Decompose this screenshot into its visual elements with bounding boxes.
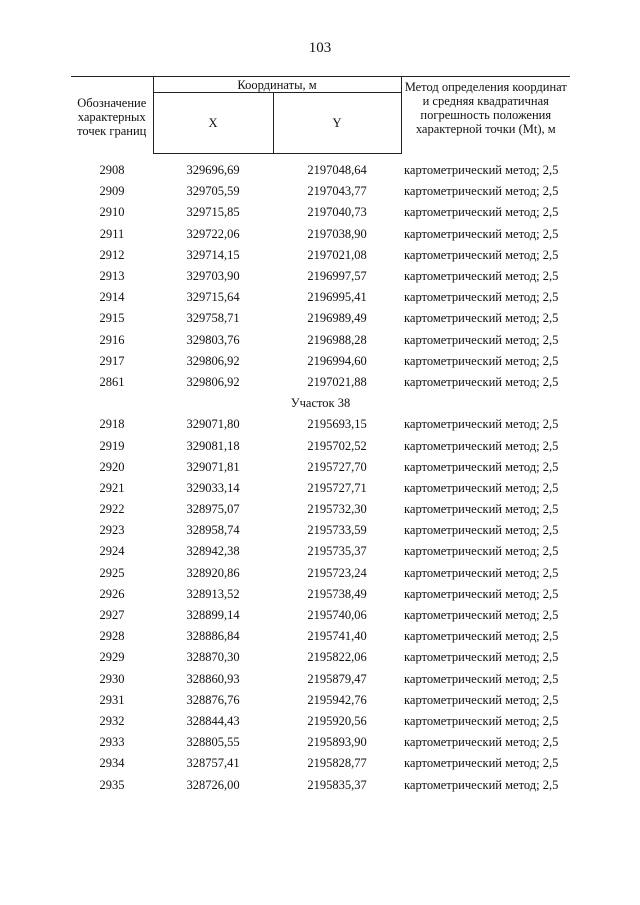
y-coordinate: 2196988,28 (307, 332, 367, 347)
x-coordinate: 328726,00 (186, 777, 240, 792)
table-row (71, 308, 570, 329)
point-id: 2914 (99, 290, 125, 305)
point-id: 2920 (99, 459, 125, 474)
table-row (71, 584, 570, 605)
table-row (71, 224, 570, 245)
table-row (71, 774, 570, 795)
method: картометрический метод; 2,5 (404, 671, 559, 686)
method: картометрический метод; 2,5 (404, 544, 559, 559)
y-coordinate: 2195693,15 (307, 417, 367, 432)
y-coordinate: 2195702,52 (307, 438, 367, 453)
table-row (71, 647, 570, 668)
method: картометрический метод; 2,5 (404, 735, 559, 750)
x-coordinate: 328844,43 (186, 713, 240, 728)
table-row (71, 520, 570, 541)
x-coordinate: 329081,18 (186, 438, 240, 453)
method: картометрический метод; 2,5 (404, 417, 559, 432)
x-coordinate: 329722,06 (186, 226, 240, 241)
y-coordinate: 2195822,06 (307, 650, 367, 665)
header-y: Y (273, 93, 401, 154)
x-coordinate: 328805,55 (186, 735, 240, 750)
point-id: 2924 (99, 544, 125, 559)
method: картометрический метод; 2,5 (404, 184, 559, 199)
point-id: 2931 (99, 692, 125, 707)
x-coordinate: 328860,93 (186, 671, 240, 686)
method: картометрический метод; 2,5 (404, 205, 559, 220)
y-coordinate: 2197021,08 (307, 247, 367, 262)
method: картометрический метод; 2,5 (404, 459, 559, 474)
x-coordinate: 329071,81 (186, 459, 240, 474)
header-coordinates: Координаты, м (153, 77, 401, 93)
point-id: 2915 (99, 311, 125, 326)
point-id: 2916 (99, 332, 125, 347)
y-coordinate: 2195727,71 (307, 480, 367, 495)
table-row (71, 626, 570, 647)
x-coordinate: 328876,76 (186, 692, 240, 707)
table-row (71, 351, 570, 372)
y-coordinate: 2195738,49 (307, 586, 367, 601)
y-coordinate: 2196995,41 (307, 290, 367, 305)
x-coordinate: 329715,85 (186, 205, 240, 220)
method: картометрический метод; 2,5 (404, 226, 559, 241)
table-header (71, 77, 570, 154)
method: картометрический метод; 2,5 (404, 502, 559, 517)
table-row (71, 202, 570, 223)
table-row (71, 499, 570, 520)
point-id: 2921 (99, 480, 125, 495)
y-coordinate: 2197043,77 (307, 184, 367, 199)
point-id: 2912 (99, 247, 125, 262)
y-coordinate: 2195741,40 (307, 629, 367, 644)
point-id: 2923 (99, 523, 125, 538)
point-id: 2910 (99, 205, 125, 220)
point-id: 2918 (99, 417, 125, 432)
point-id: 2930 (99, 671, 125, 686)
point-id: 2932 (99, 713, 125, 728)
x-coordinate: 329071,80 (186, 417, 240, 432)
point-id: 2934 (99, 756, 125, 771)
method: картометрический метод; 2,5 (404, 247, 559, 262)
point-id: 2928 (99, 629, 125, 644)
point-id: 2925 (99, 565, 125, 580)
x-coordinate: 328913,52 (186, 586, 240, 601)
y-coordinate: 2196997,57 (307, 269, 367, 284)
point-id: 2909 (99, 184, 125, 199)
header-designation: Обозначение характерных точек границ (71, 77, 153, 154)
point-id: 2861 (99, 374, 125, 389)
header-x: X (153, 93, 273, 154)
x-coordinate: 329703,90 (186, 269, 240, 284)
table-row (71, 753, 570, 774)
x-coordinate: 329696,69 (186, 163, 240, 178)
method: картометрический метод; 2,5 (404, 438, 559, 453)
x-coordinate: 328958,74 (186, 523, 240, 538)
method: картометрический метод; 2,5 (404, 608, 559, 623)
method: картометрический метод; 2,5 (404, 332, 559, 347)
point-id: 2927 (99, 608, 125, 623)
x-coordinate: 329714,15 (186, 247, 240, 262)
table-row (71, 605, 570, 626)
method: картометрический метод; 2,5 (404, 629, 559, 644)
table-row (71, 160, 570, 181)
y-coordinate: 2195920,56 (307, 713, 367, 728)
method: картометрический метод; 2,5 (404, 713, 559, 728)
point-id: 2908 (99, 163, 125, 178)
point-id: 2929 (99, 650, 125, 665)
method: картометрический метод; 2,5 (404, 269, 559, 284)
method: картометрический метод; 2,5 (404, 480, 559, 495)
x-coordinate: 328942,38 (186, 544, 240, 559)
x-coordinate: 328920,86 (186, 565, 240, 580)
method: картометрический метод; 2,5 (404, 374, 559, 389)
header-method: Метод определения координат и средняя квадратичная погрешность положения характерной точки (Мt), м (401, 77, 570, 154)
method: картометрический метод; 2,5 (404, 311, 559, 326)
table-row (71, 435, 570, 456)
table-body (71, 154, 570, 796)
table-row (71, 245, 570, 266)
y-coordinate: 2195740,06 (307, 608, 367, 623)
y-coordinate: 2197048,64 (307, 163, 367, 178)
method: картометрический метод; 2,5 (404, 650, 559, 665)
x-coordinate: 329715,64 (186, 290, 240, 305)
table-row (71, 669, 570, 690)
y-coordinate: 2195732,30 (307, 502, 367, 517)
point-id: 2935 (99, 777, 125, 792)
point-id: 2919 (99, 438, 125, 453)
point-id: 2933 (99, 735, 125, 750)
y-coordinate: 2195879,47 (307, 671, 367, 686)
section-row (71, 393, 570, 414)
y-coordinate: 2195828,77 (307, 756, 367, 771)
method: картометрический метод; 2,5 (404, 565, 559, 580)
table-row (71, 732, 570, 753)
table-row (71, 414, 570, 435)
table-row (71, 563, 570, 584)
point-id: 2911 (99, 226, 125, 241)
table-row (71, 711, 570, 732)
x-coordinate: 329803,76 (186, 332, 240, 347)
y-coordinate: 2196989,49 (307, 311, 367, 326)
x-coordinate: 329806,92 (186, 374, 240, 389)
point-id: 2922 (99, 502, 125, 517)
x-coordinate: 328757,41 (186, 756, 240, 771)
table-row (71, 372, 570, 393)
section-title: Участок 38 (290, 396, 351, 411)
point-id: 2926 (99, 586, 125, 601)
x-coordinate: 328870,30 (186, 650, 240, 665)
x-coordinate: 329758,71 (186, 311, 240, 326)
point-id: 2917 (99, 353, 125, 368)
method: картометрический метод; 2,5 (404, 353, 559, 368)
table-row (71, 266, 570, 287)
x-coordinate: 329033,14 (186, 480, 240, 495)
x-coordinate: 328886,84 (186, 629, 240, 644)
coordinates-table (71, 76, 570, 796)
y-coordinate: 2197021,88 (307, 374, 367, 389)
method: картометрический метод; 2,5 (404, 586, 559, 601)
y-coordinate: 2195835,37 (307, 777, 367, 792)
table-row (71, 457, 570, 478)
y-coordinate: 2196994,60 (307, 353, 367, 368)
y-coordinate: 2195942,76 (307, 692, 367, 707)
method: картометрический метод; 2,5 (404, 692, 559, 707)
method: картометрический метод; 2,5 (404, 777, 559, 792)
method: картометрический метод; 2,5 (404, 756, 559, 771)
method: картометрический метод; 2,5 (404, 290, 559, 305)
y-coordinate: 2195723,24 (307, 565, 367, 580)
x-coordinate: 328975,07 (186, 502, 240, 517)
table-row (71, 478, 570, 499)
y-coordinate: 2197040,73 (307, 205, 367, 220)
page-number: 103 (308, 40, 332, 56)
method: картометрический метод; 2,5 (404, 523, 559, 538)
method: картометрический метод; 2,5 (404, 163, 559, 178)
y-coordinate: 2195893,90 (307, 735, 367, 750)
y-coordinate: 2197038,90 (307, 226, 367, 241)
y-coordinate: 2195727,70 (307, 459, 367, 474)
y-coordinate: 2195735,37 (307, 544, 367, 559)
table-row (71, 690, 570, 711)
x-coordinate: 328899,14 (186, 608, 240, 623)
table-row (71, 330, 570, 351)
x-coordinate: 329806,92 (186, 353, 240, 368)
table-row (71, 287, 570, 308)
y-coordinate: 2195733,59 (307, 523, 367, 538)
table-row (71, 541, 570, 562)
point-id: 2913 (99, 269, 125, 284)
x-coordinate: 329705,59 (186, 184, 240, 199)
table-row (71, 181, 570, 202)
